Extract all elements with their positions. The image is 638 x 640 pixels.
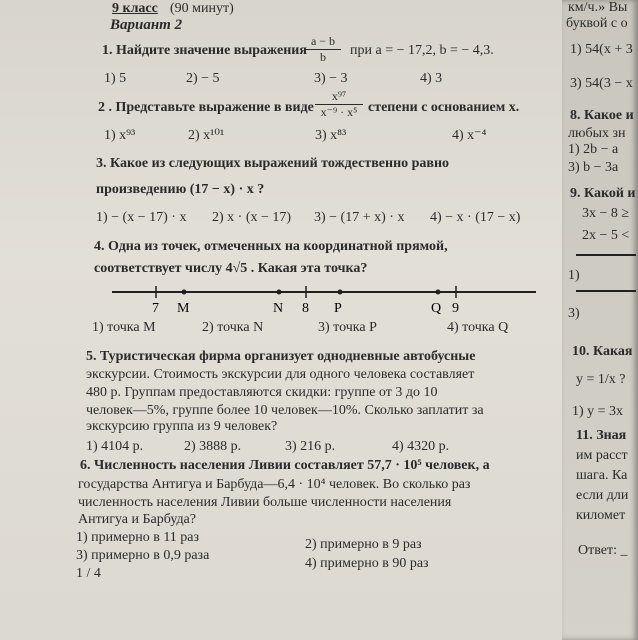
point-m <box>182 290 187 295</box>
q5-option-4: 4) 4320 р. <box>392 439 450 454</box>
q6-line-4: Антигуа и Барбуда? <box>78 512 196 527</box>
q4-option-3: 3) точка P <box>318 320 377 335</box>
q1-option-1: 1) 5 <box>104 71 127 86</box>
q1-option-4: 4) 3 <box>420 71 443 86</box>
q6-option-4: 4) примерно в 90 раз <box>305 556 429 571</box>
q5-line-3: 480 р. Группам предоставляются скидки: группе от 3 до 10 <box>86 385 438 400</box>
right-line-1: км/ч.» Вы <box>568 0 628 15</box>
right-line-4: 3) 54(3 − x <box>570 76 633 91</box>
q5-option-3: 3) 216 р. <box>285 439 336 454</box>
q5-line-4: человек—5%, группе более 10 человек—10%. Сколько заплатит за <box>86 403 484 418</box>
axis-label-q: Q <box>431 301 442 316</box>
right-divider-2 <box>576 290 636 292</box>
q1-option-2: 2) − 5 <box>186 71 220 86</box>
right-line-10: 3x − 8 ≥ <box>582 206 630 221</box>
q2-text: 2 . Представьте выражение в виде <box>98 100 314 115</box>
q4-line-2: соответствует числу 4√5 . Какая эта точка? <box>94 261 368 276</box>
axis-label-n: N <box>273 301 284 316</box>
q4-line-1: 4. Одна из точек, отмеченных на координатной прямой, <box>94 239 448 254</box>
q3-line-1: 3. Какое из следующих выражений тождественно равно <box>96 156 450 171</box>
number-line <box>108 282 540 316</box>
q1-denominator: b <box>320 50 326 64</box>
right-line-17: 11. Зная <box>576 428 627 443</box>
right-line-14: 10. Какая <box>572 344 633 359</box>
q2-denominator: x⁻⁹ · x⁵ <box>320 105 358 119</box>
q3-option-4: 4) − x · (17 − x) <box>430 210 521 225</box>
q2-option-2: 2) x¹⁰¹ <box>188 128 225 143</box>
right-line-21: километ <box>576 508 626 523</box>
right-line-18: им расст <box>576 448 628 463</box>
q4-option-4: 4) точка Q <box>447 320 509 335</box>
q6-option-2: 2) примерно в 9 раз <box>305 537 422 552</box>
q2-option-3: 3) x⁸³ <box>315 128 347 143</box>
duration-label: (90 минут) <box>170 1 234 16</box>
q1-fraction <box>305 35 341 64</box>
point-n <box>277 290 282 295</box>
right-line-22: Ответ: _ <box>578 543 628 558</box>
q2-option-4: 4) x⁻⁴ <box>452 128 487 143</box>
page-number: 1 / 4 <box>76 566 101 581</box>
q6-line-1: 6. Численность населения Ливии составляет 57,7 · 10⁵ человек, а <box>80 458 490 473</box>
q5-line-5: экскурсию группа из 9 человек? <box>86 419 278 434</box>
q3-option-2: 2) x · (x − 17) <box>212 210 292 225</box>
q4-option-2: 2) точка N <box>202 320 264 335</box>
q1-condition: при a = − 17,2, b = − 4,3. <box>350 43 494 58</box>
right-line-13: 3) <box>568 306 580 321</box>
axis-label-p: P <box>334 301 342 316</box>
q6-line-2: государства Антигуа и Барбуда—6,4 · 10⁴ человек. Во сколько раз <box>78 477 471 492</box>
q6-option-1: 1) примерно в 11 раз <box>76 530 200 545</box>
right-line-9: 9. Какой и <box>570 186 636 201</box>
q1-numerator: a − b <box>310 34 336 48</box>
q2-numerator: x⁹⁷ <box>331 89 347 103</box>
q6-line-3: численность населения Ливии больше численности населения <box>78 495 452 510</box>
right-line-5: 8. Какое и <box>570 108 634 123</box>
right-line-11: 2x − 5 < <box>582 228 630 243</box>
axis-label-m: M <box>177 301 190 316</box>
right-line-3: 1) 54(x + 3 <box>570 42 633 57</box>
right-line-12: 1) <box>568 268 580 283</box>
right-line-6: любых зн <box>568 126 626 141</box>
right-line-20: если дли <box>576 488 629 503</box>
right-line-19: шага. Ка <box>576 468 628 483</box>
q3-line-2: произведению (17 − x) · x ? <box>96 182 265 197</box>
q4-option-1: 1) точка M <box>92 320 156 335</box>
right-line-15: y = 1/x ? <box>576 372 626 387</box>
q5-option-1: 1) 4104 р. <box>86 439 144 454</box>
q5-line-2: экскурсии. Стоимость экскурсии для одного человека составляет <box>86 367 475 382</box>
right-line-16: 1) y = 3x <box>572 404 624 419</box>
q3-option-3: 3) − (17 + x) · x <box>314 210 405 225</box>
q5-option-2: 2) 3888 р. <box>184 439 242 454</box>
variant-title: Вариант 2 <box>110 17 183 33</box>
q1-option-3: 3) − 3 <box>314 71 348 86</box>
adjacent-page <box>562 0 638 640</box>
q2-fraction <box>315 90 363 119</box>
point-q <box>436 290 441 295</box>
q6-option-3: 3) примерно в 0,9 раза <box>76 548 210 563</box>
right-line-7: 1) 2b − a <box>568 142 619 157</box>
right-line-2: буквой с о <box>566 16 628 31</box>
right-line-8: 3) b − 3a <box>568 160 619 175</box>
axis-label-8: 8 <box>302 301 309 316</box>
q1-text: 1. Найдите значение выражения <box>102 43 307 58</box>
grade-label: 9 класс <box>112 1 158 16</box>
q5-line-1: 5. Туристическая фирма организует однодневные автобусные <box>86 349 476 364</box>
q3-option-1: 1) − (x − 17) · x <box>96 210 187 225</box>
axis-label-9: 9 <box>452 301 459 316</box>
right-divider-1 <box>576 254 636 256</box>
axis-label-7: 7 <box>152 301 159 316</box>
q2-tail: степени с основанием x. <box>368 100 520 115</box>
q2-option-1: 1) x⁹³ <box>104 128 136 143</box>
point-p <box>338 290 343 295</box>
